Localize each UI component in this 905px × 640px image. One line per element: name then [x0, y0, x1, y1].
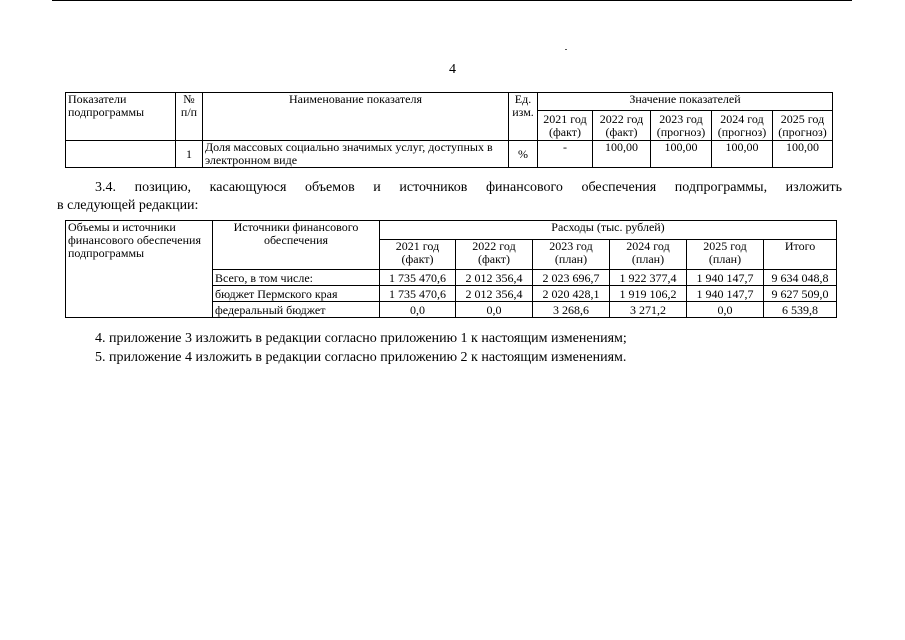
row-value: 1 919 106,2: [610, 286, 687, 302]
row-value: 100,00: [593, 141, 651, 168]
header-total: Итого: [764, 240, 837, 270]
header-year: 2022 год (факт): [456, 240, 533, 270]
row-value: -: [538, 141, 593, 168]
header-indicator-values: Значение показателей: [538, 93, 833, 111]
header-year: 2022 год (факт): [593, 111, 651, 141]
row-value: 100,00: [773, 141, 833, 168]
row-value: 2 023 696,7: [533, 270, 610, 286]
paragraph-4: 4. приложение 3 изложить в редакции согласно приложению 1 к настоящим изменениям;: [95, 331, 627, 346]
header-year: 2024 год (план): [610, 240, 687, 270]
header-indicators: Показатели подпрограммы: [66, 93, 176, 141]
row-indicator-name: Доля массовых социально значимых услуг, доступных в электронном виде: [203, 141, 509, 168]
row-value: 6 539,8: [764, 302, 837, 318]
header-unit: Ед. изм.: [509, 93, 538, 141]
paragraph-3-4-line2: в следующей редакции:: [57, 198, 199, 213]
paragraph-5: 5. приложение 4 изложить в редакции согласно приложению 2 к настоящим изменениям.: [95, 350, 627, 365]
paragraph-3-4: [57, 179, 842, 215]
scan-speck: [565, 49, 567, 50]
row-value: 2 012 356,4: [456, 286, 533, 302]
empty-cell: [66, 141, 176, 168]
row-value: 1 940 147,7: [687, 270, 764, 286]
page-number: 4: [449, 62, 456, 77]
row-value: 100,00: [651, 141, 712, 168]
row-value: 1 940 147,7: [687, 286, 764, 302]
row-value: 3 271,2: [610, 302, 687, 318]
row-value: 3 268,6: [533, 302, 610, 318]
header-indicator-name: Наименование показателя: [203, 93, 509, 141]
header-volumes-sources: Объемы и источники финансового обеспечения подпрограммы: [66, 221, 213, 318]
row-value: 1 735 470,6: [380, 270, 456, 286]
header-expenses: Расходы (тыс. рублей): [380, 221, 837, 240]
row-value: 0,0: [687, 302, 764, 318]
header-number: № п/п: [176, 93, 203, 141]
row-value: 9 634 048,8: [764, 270, 837, 286]
row-source: бюджет Пермского края: [213, 286, 380, 302]
header-year: 2025 год (прогноз): [773, 111, 833, 141]
row-value: 2 012 356,4: [456, 270, 533, 286]
row-source: федеральный бюджет: [213, 302, 380, 318]
row-value: 9 627 509,0: [764, 286, 837, 302]
table-row: [66, 141, 833, 168]
row-value: 1 922 377,4: [610, 270, 687, 286]
row-value: 2 020 428,1: [533, 286, 610, 302]
row-number: 1: [176, 141, 203, 168]
row-value: 0,0: [380, 302, 456, 318]
paragraph-3-4-line1: 3.4. позицию, касающуюся объемов и источников финансового обеспечения подпрограммы, изложить: [95, 180, 842, 195]
row-value: 1 735 470,6: [380, 286, 456, 302]
row-unit: %: [509, 141, 538, 168]
header-year: 2023 год (план): [533, 240, 610, 270]
header-year: 2021 год (факт): [380, 240, 456, 270]
header-year: 2025 год (план): [687, 240, 764, 270]
indicators-table: [65, 92, 833, 168]
header-year: 2024 год (прогноз): [712, 111, 773, 141]
row-value: 0,0: [456, 302, 533, 318]
row-source: Всего, в том числе:: [213, 270, 380, 286]
header-year: 2021 год (факт): [538, 111, 593, 141]
row-value: 100,00: [712, 141, 773, 168]
top-border-line: [52, 0, 852, 1]
header-financing-sources: Источники финансового обеспечения: [213, 221, 380, 270]
header-year: 2023 год (прогноз): [651, 111, 712, 141]
financing-table: [65, 220, 837, 318]
